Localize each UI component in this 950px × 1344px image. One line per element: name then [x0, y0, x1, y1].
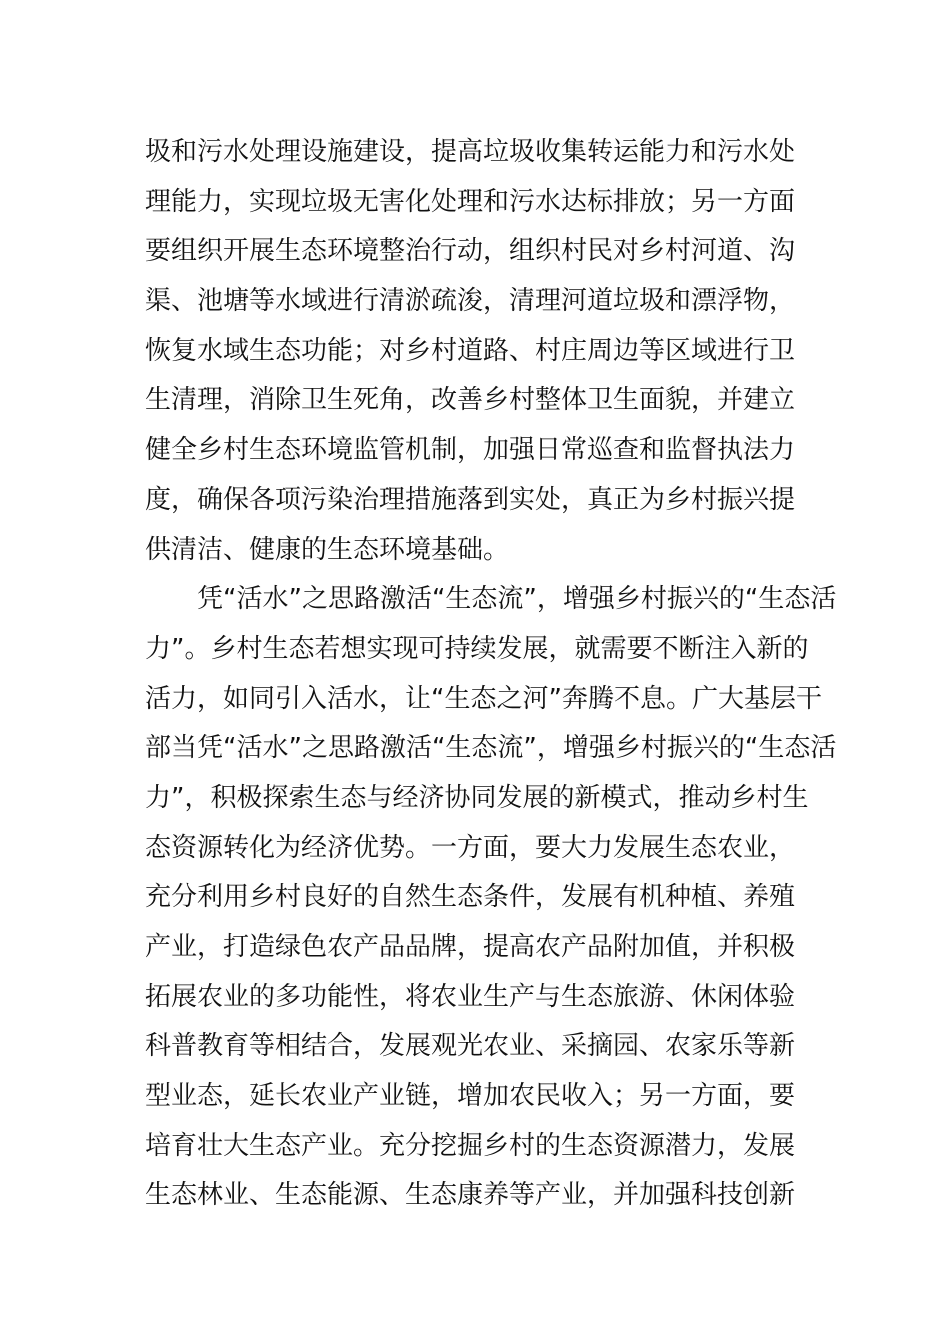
text-line-10: 凭“活水”之思路激活“生态流”，增强乡村振兴的“生态活 — [197, 584, 837, 615]
text-line-20: 型业态，延长农业产业链，增加农民收入；另一方面，要 — [145, 1081, 796, 1112]
text-line-15: 态资源转化为经济优势。一方面，要大力发展生态农业， — [145, 832, 796, 863]
text-line-3: 要组织开展生态环境整治行动，组织村民对乡村河道、沟 — [145, 236, 796, 267]
text-line-16: 充分利用乡村良好的自然生态条件，发展有机种植、养殖 — [145, 882, 796, 913]
text-line-12: 活力，如同引入活水，让“生态之河”奔腾不息。广大基层干 — [145, 683, 822, 714]
text-line-9: 供清洁、健康的生态环境基础。 — [145, 534, 510, 565]
text-line-7: 健全乡村生态环境监管机制，加强日常巡查和监督执法力 — [145, 435, 796, 466]
text-line-6: 生清理，消除卫生死角，改善乡村整体卫生面貌，并建立 — [145, 385, 796, 416]
text-line-8: 度，确保各项污染治理措施落到实处，真正为乡村振兴提 — [145, 484, 796, 515]
body-text — [145, 128, 837, 1221]
text-line-22: 生态林业、生态能源、生态康养等产业，并加强科技创新 — [145, 1180, 796, 1211]
text-line-17: 产业，打造绿色农产品品牌，提高农产品附加值，并积极 — [145, 932, 796, 962]
text-line-13: 部当凭“活水”之思路激活“生态流”，增强乡村振兴的“生态活 — [145, 733, 837, 764]
text-line-2: 理能力，实现垃圾无害化处理和污水达标排放；另一方面 — [145, 186, 796, 217]
text-line-19: 科普教育等相结合，发展观光农业、采摘园、农家乐等新 — [145, 1031, 796, 1062]
text-line-21: 培育壮大生态产业。充分挖掘乡村的生态资源潜力，发展 — [145, 1130, 796, 1161]
text-line-18: 拓展农业的多功能性，将农业生产与生态旅游、休闲体验 — [145, 981, 796, 1012]
text-line-11: 力”。乡村生态若想实现可持续发展，就需要不断注入新的 — [145, 633, 809, 664]
text-line-14: 力”，积极探索生态与经济协同发展的新模式，推动乡村生 — [145, 782, 809, 813]
text-line-1: 圾和污水处理设施建设，提高垃圾收集转运能力和污水处 — [145, 137, 796, 167]
text-line-4: 渠、池塘等水域进行清淤疏浚，清理河道垃圾和漂浮物， — [145, 286, 796, 317]
text-line-5: 恢复水域生态功能；对乡村道路、村庄周边等区域进行卫 — [145, 335, 796, 366]
